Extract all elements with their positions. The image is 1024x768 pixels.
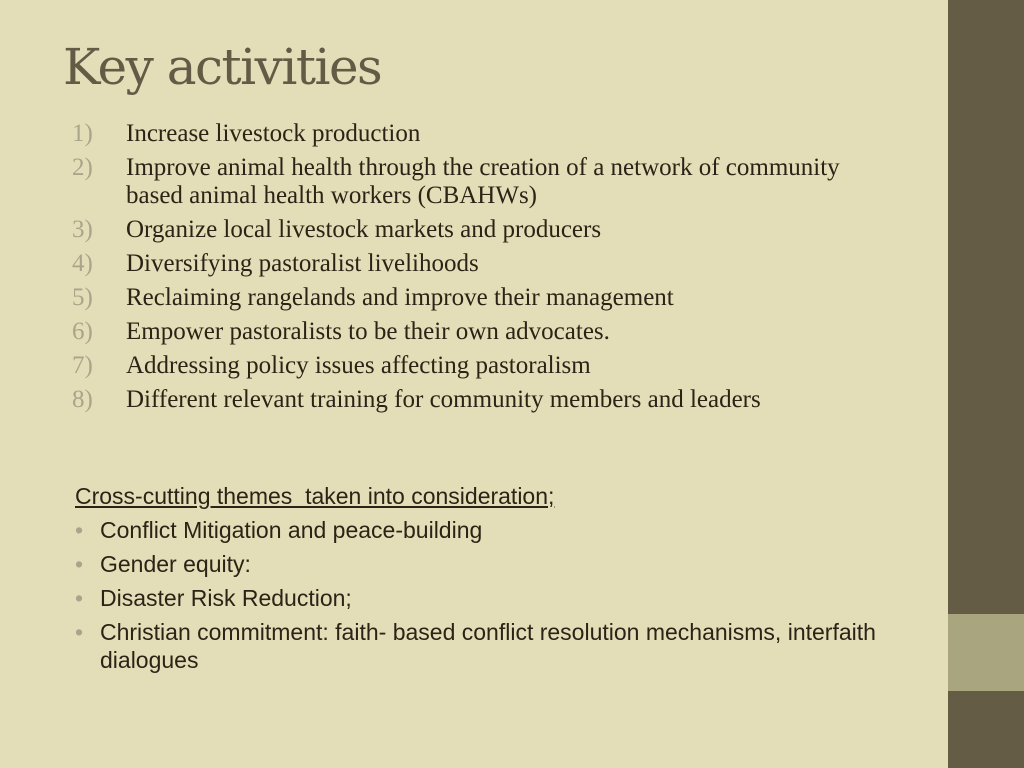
activity-text: Different relevant training for community members and leaders xyxy=(126,386,761,413)
theme-text: Gender equity: xyxy=(100,551,251,577)
activity-number: 2) xyxy=(72,154,93,181)
activity-item xyxy=(72,284,872,312)
theme-text: Christian commitment: faith- based conflict resolution mechanisms, interfaith dialogues xyxy=(100,619,876,673)
activity-number: 3) xyxy=(72,216,93,243)
activity-text: Diversifying pastoralist livelihoods xyxy=(126,250,479,277)
cross-cutting-themes xyxy=(75,482,915,680)
theme-text: Disaster Risk Reduction; xyxy=(100,585,352,611)
activity-text: Organize local livestock markets and producers xyxy=(126,216,602,243)
theme-item xyxy=(75,618,915,674)
activity-number: 7) xyxy=(72,352,93,379)
activity-text: Increase livestock production xyxy=(126,120,421,147)
slide-title: Key activities xyxy=(63,38,382,96)
bullet-icon: • xyxy=(75,585,84,611)
theme-text: Conflict Mitigation and peace-building xyxy=(100,517,483,543)
activity-number: 6) xyxy=(72,318,93,345)
themes-heading: Cross-cutting themes taken into consideration; xyxy=(75,483,555,509)
activity-item xyxy=(72,386,872,414)
activity-number: 5) xyxy=(72,284,93,311)
activity-number: 8) xyxy=(72,386,93,413)
bullet-icon: • xyxy=(75,517,84,543)
activities-list xyxy=(72,120,872,420)
activity-item xyxy=(72,318,872,346)
activity-item xyxy=(72,352,872,380)
theme-item xyxy=(75,584,915,612)
activity-number: 4) xyxy=(72,250,93,277)
activity-item xyxy=(72,216,872,244)
activity-text: Empower pastoralists to be their own advocates. xyxy=(126,318,610,345)
activity-text: Improve animal health through the creation of a network of community based animal health workers (CBAHWs) xyxy=(126,154,840,209)
theme-item xyxy=(75,516,915,544)
activity-item xyxy=(72,154,872,210)
sidebar-accent-band xyxy=(948,614,1024,691)
bullet-icon: • xyxy=(75,619,84,645)
activity-text: Addressing policy issues affecting pastoralism xyxy=(126,352,591,379)
bullet-icon: • xyxy=(75,551,84,577)
activity-text: Reclaiming rangelands and improve their management xyxy=(126,284,674,311)
activity-number: 1) xyxy=(72,120,93,147)
activity-item xyxy=(72,250,872,278)
activity-item xyxy=(72,120,872,148)
decorative-sidebar xyxy=(948,0,1024,768)
theme-item xyxy=(75,550,915,578)
themes-list xyxy=(75,516,915,674)
